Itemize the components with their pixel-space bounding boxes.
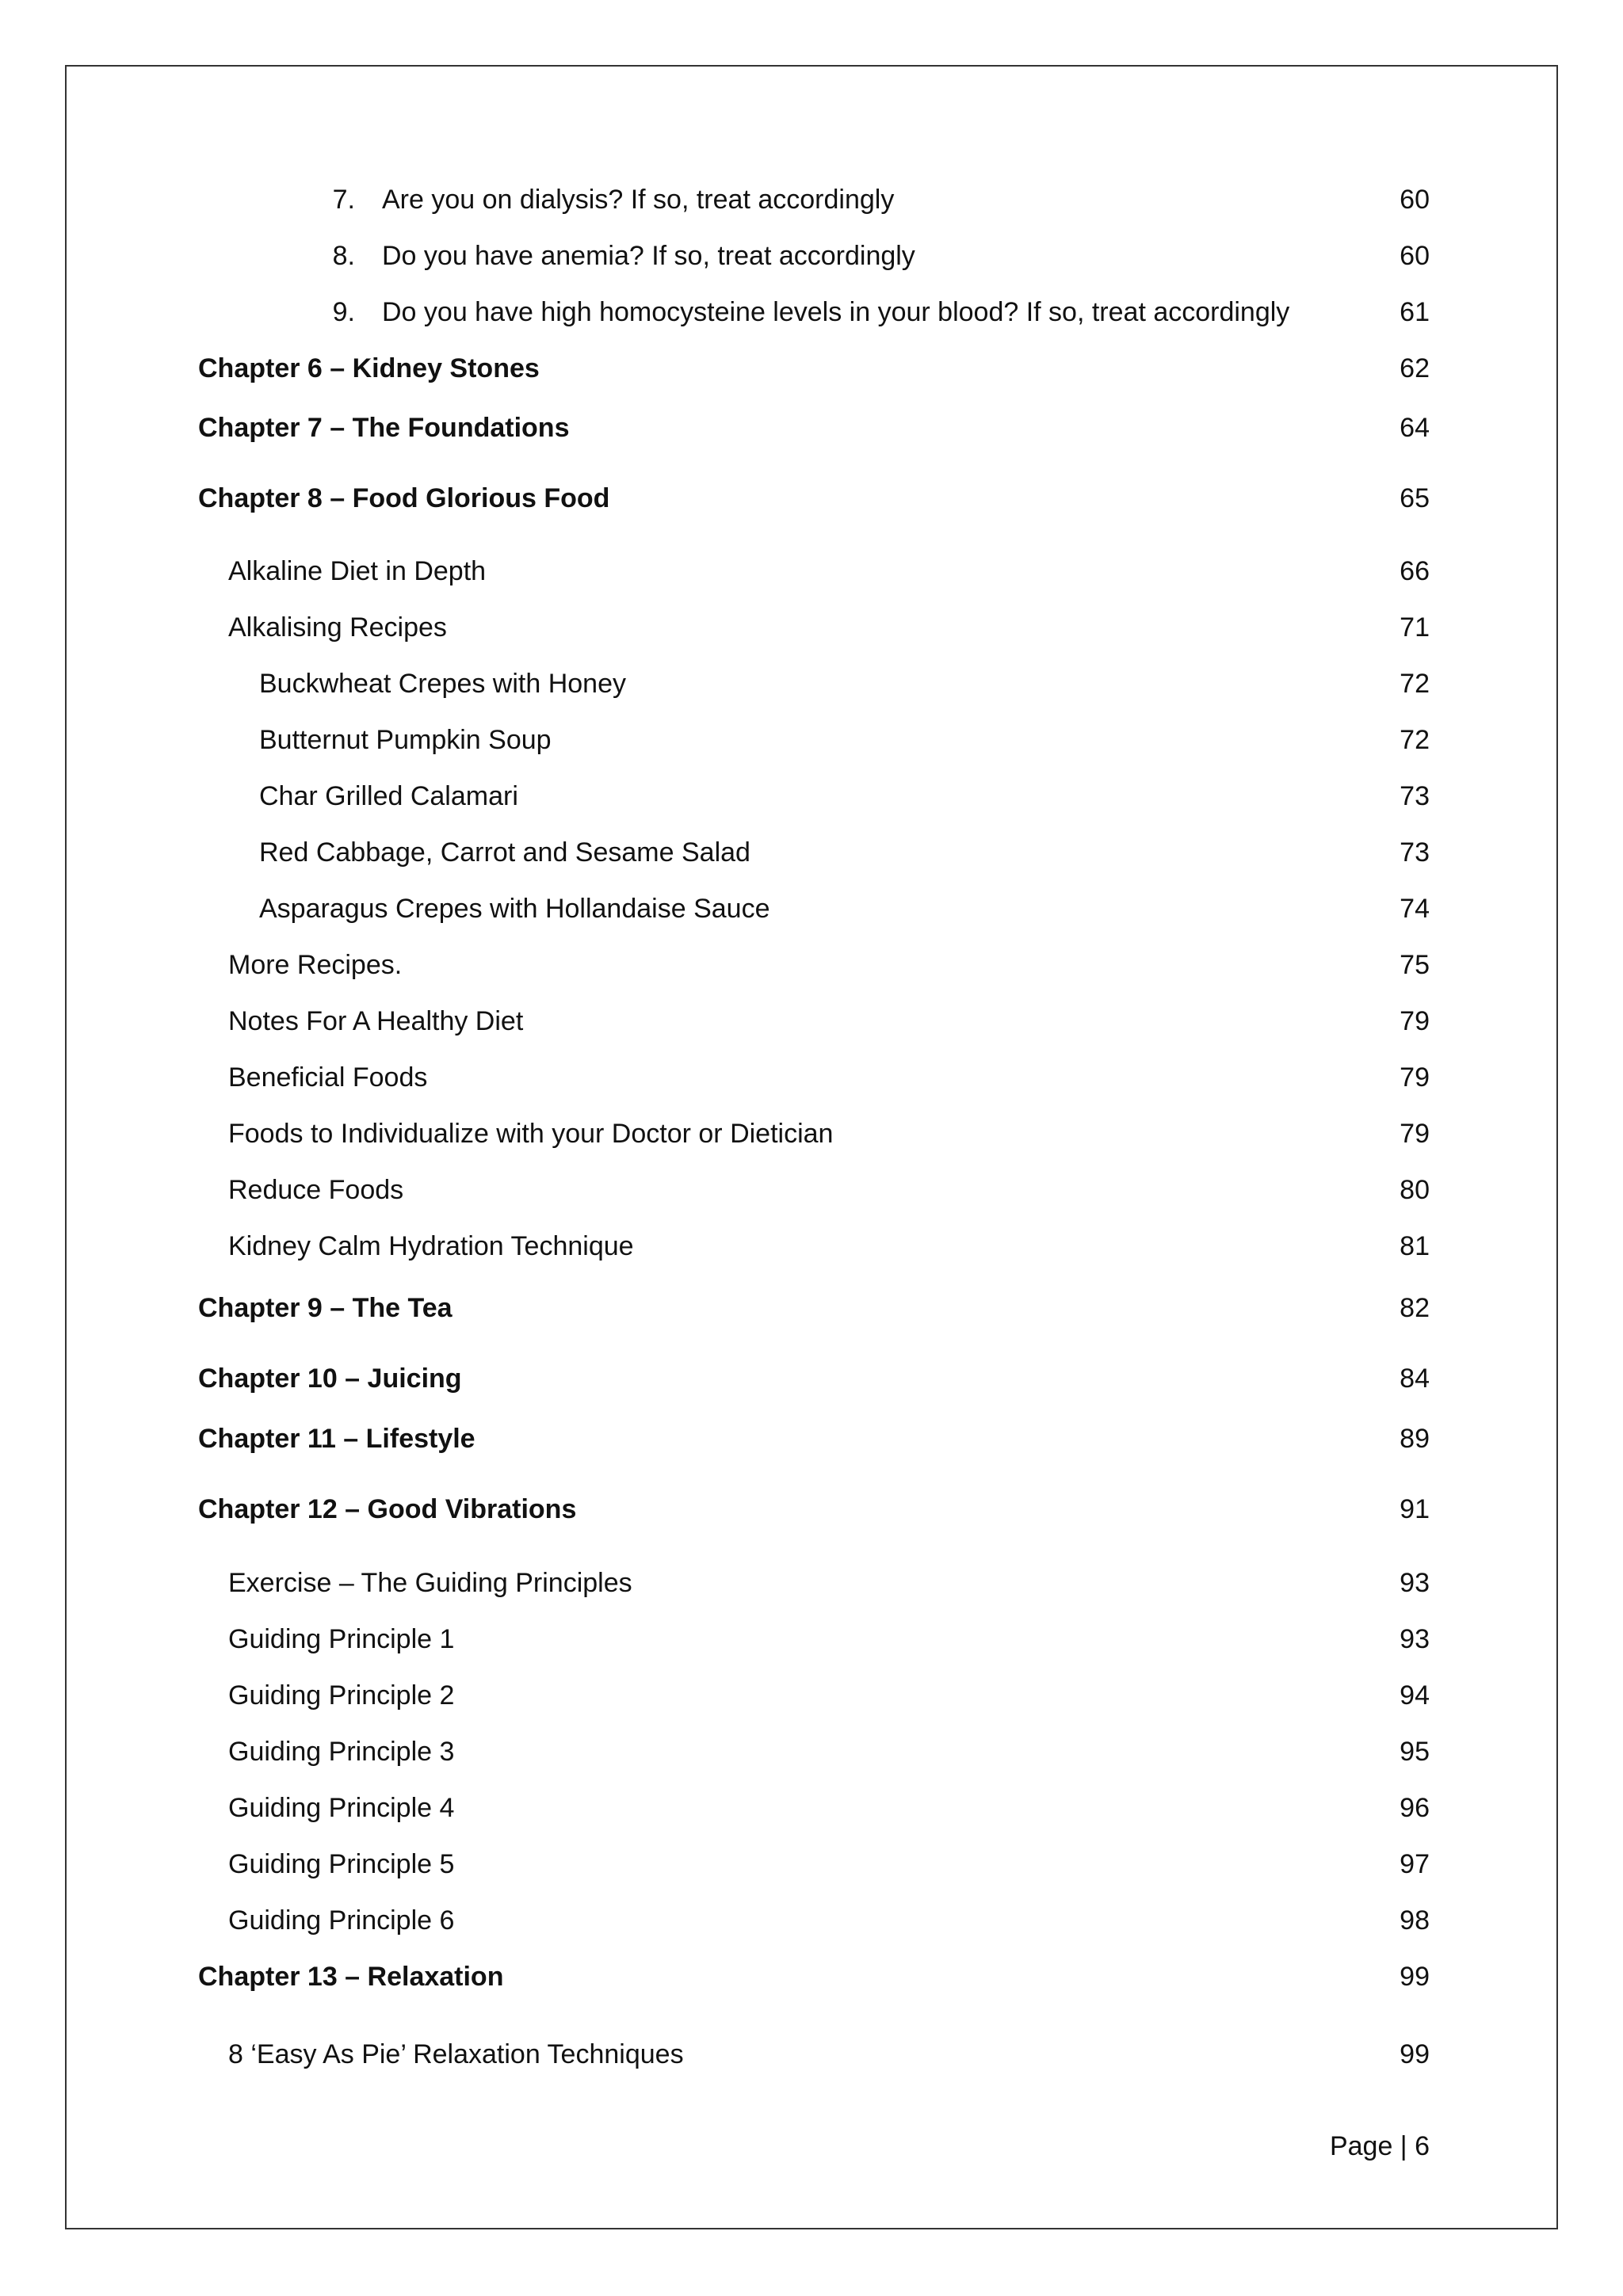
toc-entry-title: Chapter 10 – Juicing [198, 1363, 462, 1394]
toc-entry-page: 64 [1400, 413, 1430, 443]
toc-entry [198, 1359, 1430, 1398]
toc-entry-page: 93 [1400, 1624, 1430, 1654]
toc-entry-title: Exercise – The Guiding Principles [228, 1568, 632, 1598]
toc-entry-title: Kidney Calm Hydration Technique [228, 1231, 634, 1261]
toc-entry [198, 180, 1430, 219]
toc-entry [198, 408, 1430, 448]
toc-entry-page: 60 [1400, 185, 1430, 215]
toc-entry-page: 97 [1400, 1849, 1430, 1879]
toc-entry-title: Alkaline Diet in Depth [228, 556, 487, 586]
toc-entry-number: 7. [332, 185, 355, 215]
toc-entry-title: Guiding Principle 1 [228, 1624, 455, 1654]
toc-entry [198, 1957, 1430, 1997]
toc-entry [198, 551, 1430, 591]
toc-entry-title: Guiding Principle 5 [228, 1849, 455, 1879]
toc-entry [198, 1114, 1430, 1154]
toc-entry-title: Are you on dialysis? If so, treat accordingly [382, 185, 895, 215]
toc-entry-page: 79 [1400, 1062, 1430, 1093]
toc-entry-page: 80 [1400, 1175, 1430, 1205]
toc-entry [198, 1619, 1430, 1659]
toc-entry-page: 94 [1400, 1680, 1430, 1711]
toc-entry-page: 99 [1400, 1962, 1430, 1992]
toc-entry-title: Chapter 8 – Food Glorious Food [198, 483, 610, 513]
toc-entry [198, 608, 1430, 647]
toc-entry-page: 95 [1400, 1737, 1430, 1767]
toc-entry-title: More Recipes. [228, 950, 403, 980]
toc-entry [198, 236, 1430, 276]
toc-entry-page: 65 [1400, 483, 1430, 513]
toc-entry-title: Guiding Principle 3 [228, 1737, 455, 1767]
toc-entry [198, 1563, 1430, 1603]
toc-entry-page: 89 [1400, 1424, 1430, 1454]
toc-entry [198, 292, 1430, 332]
toc-entry-page: 73 [1400, 837, 1430, 868]
toc-entry-number: 8. [332, 241, 355, 271]
page-number-footer: Page | 6 [1329, 2131, 1430, 2161]
toc-entry-page: 93 [1400, 1568, 1430, 1598]
toc-entry-page: 72 [1400, 669, 1430, 699]
toc-entry-title: Butternut Pumpkin Soup [259, 725, 552, 755]
toc-entry [198, 1001, 1430, 1041]
toc-entry [198, 1288, 1430, 1328]
toc-entry-title: Notes For A Healthy Diet [228, 1006, 524, 1036]
toc-entry-page: 71 [1400, 612, 1430, 643]
toc-entry-page: 75 [1400, 950, 1430, 980]
toc-entry [198, 1676, 1430, 1715]
toc-entry [198, 1844, 1430, 1884]
toc-entry [198, 1226, 1430, 1266]
toc-entry-page: 62 [1400, 353, 1430, 383]
toc-entry-title: Chapter 12 – Good Vibrations [198, 1494, 577, 1524]
toc-entry [198, 889, 1430, 929]
toc-entry-title: Foods to Individualize with your Doctor or Dietician [228, 1119, 834, 1149]
toc-entry [198, 720, 1430, 760]
toc-entry [198, 479, 1430, 518]
toc-entry-title: Guiding Principle 2 [228, 1680, 455, 1711]
toc-entry [198, 1901, 1430, 1940]
toc-entry-title: Char Grilled Calamari [259, 781, 518, 811]
toc-entry-title: Guiding Principle 6 [228, 1905, 455, 1936]
toc-entry-title: Chapter 13 – Relaxation [198, 1962, 504, 1992]
toc-entry-page: 84 [1400, 1363, 1430, 1394]
toc-entry-page: 82 [1400, 1293, 1430, 1323]
toc-entry-title: Asparagus Crepes with Hollandaise Sauce [259, 894, 770, 924]
toc-entry-page: 99 [1400, 2039, 1430, 2069]
toc-entry-page: 72 [1400, 725, 1430, 755]
toc-entry [198, 776, 1430, 816]
toc-entry-page: 74 [1400, 894, 1430, 924]
toc-entry-page: 66 [1400, 556, 1430, 586]
toc-entry-page: 79 [1400, 1119, 1430, 1149]
toc-entry [198, 833, 1430, 872]
toc-entry-page: 73 [1400, 781, 1430, 811]
toc-entry [198, 1489, 1430, 1529]
toc-entry-page: 81 [1400, 1231, 1430, 1261]
toc-entry [198, 1788, 1430, 1828]
toc-entry [198, 1170, 1430, 1210]
toc-entry-page: 79 [1400, 1006, 1430, 1036]
toc-entry-title: 8 ‘Easy As Pie’ Relaxation Techniques [228, 2039, 684, 2069]
toc-entry-title: Guiding Principle 4 [228, 1793, 455, 1823]
toc-entry-title: Chapter 6 – Kidney Stones [198, 353, 540, 383]
toc-entry-title: Do you have anemia? If so, treat accordingly [382, 241, 915, 271]
toc-entry-title: Buckwheat Crepes with Honey [259, 669, 627, 699]
toc-entry [198, 2035, 1430, 2074]
toc-entry-number: 9. [332, 297, 355, 327]
toc-entry-page: 61 [1400, 297, 1430, 327]
toc-entry-page: 60 [1400, 241, 1430, 271]
toc-entry-title: Red Cabbage, Carrot and Sesame Salad [259, 837, 750, 868]
toc-entry [198, 1732, 1430, 1772]
toc-entry-page: 91 [1400, 1494, 1430, 1524]
toc-entry-page: 98 [1400, 1905, 1430, 1936]
toc-entry-title: Alkalising Recipes [228, 612, 447, 643]
toc-entry-page: 96 [1400, 1793, 1430, 1823]
toc-entry [198, 664, 1430, 704]
toc-entry [198, 1419, 1430, 1459]
toc-entry-title: Chapter 7 – The Foundations [198, 413, 570, 443]
toc-entry-title: Beneficial Foods [228, 1062, 428, 1093]
toc-entry-title: Reduce Foods [228, 1175, 404, 1205]
toc-entry [198, 349, 1430, 388]
toc-entry [198, 1058, 1430, 1097]
toc-entry-title: Chapter 11 – Lifestyle [198, 1424, 475, 1454]
toc-entry-title: Chapter 9 – The Tea [198, 1293, 453, 1323]
toc-entry [198, 945, 1430, 985]
toc-entry-title: Do you have high homocysteine levels in your blood? If so, treat accordingly [382, 297, 1290, 327]
